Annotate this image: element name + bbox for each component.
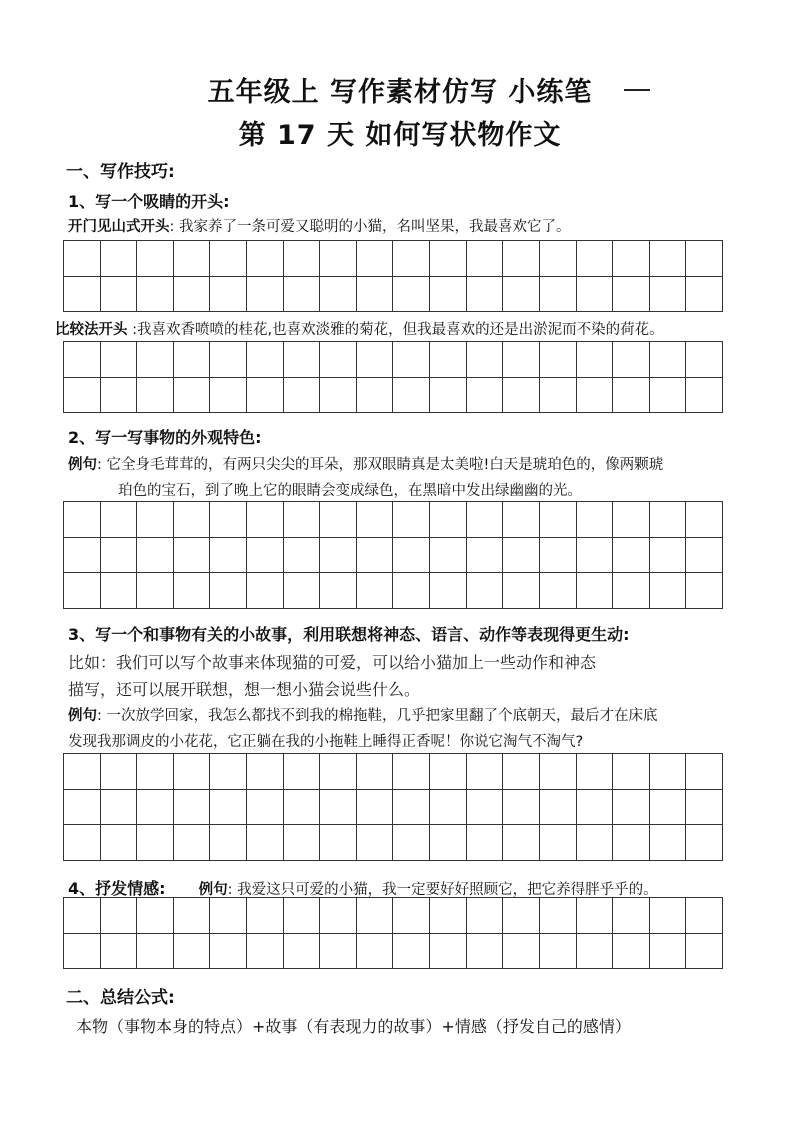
- grid-cell[interactable]: [210, 934, 247, 970]
- grid-cell[interactable]: [137, 825, 174, 861]
- grid-cell[interactable]: [247, 754, 284, 790]
- grid-cell[interactable]: [64, 342, 101, 378]
- grid-cell[interactable]: [393, 898, 430, 934]
- grid-cell[interactable]: [64, 241, 101, 277]
- grid-cell[interactable]: [503, 573, 540, 609]
- grid-cell[interactable]: [650, 277, 687, 313]
- grid-cell[interactable]: [137, 790, 174, 826]
- grid-cell[interactable]: [613, 825, 650, 861]
- writing-grid-4[interactable]: [63, 753, 723, 861]
- grid-cell[interactable]: [174, 241, 211, 277]
- grid-cell[interactable]: [357, 934, 394, 970]
- grid-cell[interactable]: [393, 502, 430, 538]
- grid-cell[interactable]: [284, 277, 321, 313]
- grid-cell[interactable]: [540, 898, 577, 934]
- grid-cell[interactable]: [64, 825, 101, 861]
- grid-cell[interactable]: [577, 342, 614, 378]
- story-example-line2: 发现我那调皮的小花花，它正躺在我的小拖鞋上睡得正香呢！你说它淘气不淘气?: [68, 734, 584, 750]
- page-subtitle: 第 17 天 如何写状物作文: [238, 120, 562, 151]
- grid-cell[interactable]: [650, 825, 687, 861]
- example-label: 开门见山式开头: [68, 219, 170, 235]
- grid-cell[interactable]: [357, 342, 394, 378]
- grid-cell[interactable]: [613, 790, 650, 826]
- grid-cell[interactable]: [650, 573, 687, 609]
- grid-cell[interactable]: [101, 277, 138, 313]
- grid-cell[interactable]: [686, 342, 723, 378]
- grid-cell[interactable]: [284, 538, 321, 574]
- grid-cell[interactable]: [101, 573, 138, 609]
- grid-cell[interactable]: [393, 934, 430, 970]
- grid-cell[interactable]: [503, 934, 540, 970]
- grid-cell[interactable]: [686, 277, 723, 313]
- grid-cell[interactable]: [137, 277, 174, 313]
- grid-cell[interactable]: [210, 342, 247, 378]
- grid-cell[interactable]: [467, 754, 504, 790]
- grid-cell[interactable]: [357, 241, 394, 277]
- grid-cell[interactable]: [467, 790, 504, 826]
- grid-cell[interactable]: [64, 934, 101, 970]
- example-text: : 我家养了一条可爱又聪明的小猫，名叫坚果，我最喜欢它了。: [169, 219, 571, 235]
- story-example-line1: [68, 705, 658, 727]
- grid-cell[interactable]: [686, 754, 723, 790]
- grid-cell[interactable]: [393, 573, 430, 609]
- grid-cell[interactable]: [320, 342, 357, 378]
- grid-cell[interactable]: [503, 898, 540, 934]
- grid-cell[interactable]: [613, 934, 650, 970]
- example-label: 例句: [68, 457, 97, 473]
- grid-cell[interactable]: [430, 790, 467, 826]
- grid-cell[interactable]: [210, 378, 247, 414]
- grid-cell[interactable]: [430, 538, 467, 574]
- grid-cell[interactable]: [467, 573, 504, 609]
- grid-cell[interactable]: [284, 502, 321, 538]
- grid-cell[interactable]: [174, 378, 211, 414]
- grid-cell[interactable]: [101, 241, 138, 277]
- part1-heading: 1、写一个吸睛的开头:: [68, 192, 230, 211]
- grid-cell[interactable]: [101, 825, 138, 861]
- section-heading-formula: 二、总结公式:: [66, 988, 175, 1008]
- grid-cell[interactable]: [467, 538, 504, 574]
- grid-cell[interactable]: [467, 898, 504, 934]
- grid-cell[interactable]: [64, 898, 101, 934]
- grid-cell[interactable]: [613, 378, 650, 414]
- grid-cell[interactable]: [430, 342, 467, 378]
- grid-cell[interactable]: [101, 342, 138, 378]
- grid-cell[interactable]: [577, 754, 614, 790]
- grid-cell[interactable]: [357, 538, 394, 574]
- grid-cell[interactable]: [210, 538, 247, 574]
- grid-cell[interactable]: [577, 790, 614, 826]
- grid-cell[interactable]: [210, 754, 247, 790]
- grid-cell[interactable]: [540, 825, 577, 861]
- grid-cell[interactable]: [247, 790, 284, 826]
- grid-cell[interactable]: [467, 934, 504, 970]
- grid-cell[interactable]: [174, 502, 211, 538]
- grid-cell[interactable]: [320, 538, 357, 574]
- grid-cell[interactable]: [64, 790, 101, 826]
- grid-cell[interactable]: [64, 502, 101, 538]
- grid-cell[interactable]: [577, 898, 614, 934]
- grid-cell[interactable]: [284, 934, 321, 970]
- writing-grid-1[interactable]: [63, 240, 723, 312]
- grid-cell[interactable]: [64, 573, 101, 609]
- grid-cell[interactable]: [467, 378, 504, 414]
- grid-cell[interactable]: [686, 898, 723, 934]
- grid-cell[interactable]: [577, 502, 614, 538]
- grid-cell[interactable]: [357, 502, 394, 538]
- grid-cell[interactable]: [686, 378, 723, 414]
- grid-cell[interactable]: [393, 378, 430, 414]
- grid-cell[interactable]: [320, 825, 357, 861]
- grid-cell[interactable]: [393, 825, 430, 861]
- grid-cell[interactable]: [393, 538, 430, 574]
- grid-cell[interactable]: [101, 538, 138, 574]
- grid-cell[interactable]: [430, 573, 467, 609]
- grid-cell[interactable]: [284, 378, 321, 414]
- grid-cell[interactable]: [137, 241, 174, 277]
- writing-grid-5[interactable]: [63, 897, 723, 969]
- grid-cell[interactable]: [247, 573, 284, 609]
- grid-cell[interactable]: [174, 898, 211, 934]
- grid-cell[interactable]: [284, 898, 321, 934]
- grid-cell[interactable]: [64, 277, 101, 313]
- appearance-example-line2: 珀色的宝石，到了晚上它的眼睛会变成绿色，在黑暗中发出绿幽幽的光。: [118, 483, 582, 499]
- grid-cell[interactable]: [101, 934, 138, 970]
- grid-cell[interactable]: [613, 241, 650, 277]
- story-hint-line2: 描写，还可以展开联想，想一想小猫会说些什么。: [68, 680, 421, 699]
- grid-cell[interactable]: [210, 241, 247, 277]
- grid-cell[interactable]: [467, 277, 504, 313]
- grid-cell[interactable]: [284, 342, 321, 378]
- grid-cell[interactable]: [320, 378, 357, 414]
- grid-cell[interactable]: [284, 754, 321, 790]
- page-title: 五年级上 写作素材仿写 小练笔: [207, 77, 593, 108]
- grid-cell[interactable]: [467, 342, 504, 378]
- grid-cell[interactable]: [357, 754, 394, 790]
- grid-cell[interactable]: [430, 934, 467, 970]
- example-label: 例句: [68, 708, 97, 724]
- grid-cell[interactable]: [467, 502, 504, 538]
- grid-cell[interactable]: [64, 378, 101, 414]
- grid-cell[interactable]: [577, 934, 614, 970]
- grid-cell[interactable]: [686, 241, 723, 277]
- grid-cell[interactable]: [503, 538, 540, 574]
- example-text: : 一次放学回家，我怎么都找不到我的棉拖鞋，几乎把家里翻了个底朝天，最后才在床底: [97, 708, 658, 724]
- grid-cell[interactable]: [101, 790, 138, 826]
- grid-cell[interactable]: [613, 573, 650, 609]
- grid-cell[interactable]: [247, 934, 284, 970]
- grid-cell[interactable]: [650, 342, 687, 378]
- grid-cell[interactable]: [357, 378, 394, 414]
- grid-cell[interactable]: [357, 898, 394, 934]
- grid-cell[interactable]: [430, 378, 467, 414]
- writing-grid-3[interactable]: [63, 501, 723, 609]
- grid-cell[interactable]: [650, 502, 687, 538]
- grid-cell[interactable]: [650, 538, 687, 574]
- part4-heading: 4、抒发情感:: [68, 879, 166, 898]
- grid-cell[interactable]: [503, 754, 540, 790]
- grid-cell[interactable]: [64, 538, 101, 574]
- grid-cell[interactable]: [174, 754, 211, 790]
- grid-cell[interactable]: [247, 241, 284, 277]
- grid-cell[interactable]: [137, 934, 174, 970]
- part2-heading: 2、写一写事物的外观特色:: [68, 428, 262, 447]
- grid-cell[interactable]: [247, 378, 284, 414]
- grid-cell[interactable]: [210, 502, 247, 538]
- grid-cell[interactable]: [503, 502, 540, 538]
- grid-cell[interactable]: [686, 790, 723, 826]
- grid-cell[interactable]: [577, 378, 614, 414]
- grid-cell[interactable]: [686, 573, 723, 609]
- grid-cell[interactable]: [393, 342, 430, 378]
- grid-cell[interactable]: [357, 277, 394, 313]
- grid-cell[interactable]: [284, 790, 321, 826]
- grid-cell[interactable]: [540, 502, 577, 538]
- grid-cell[interactable]: [650, 378, 687, 414]
- grid-cell[interactable]: [686, 502, 723, 538]
- grid-cell[interactable]: [503, 342, 540, 378]
- grid-cell[interactable]: [357, 825, 394, 861]
- grid-cell[interactable]: [503, 790, 540, 826]
- example-text: : 它全身毛茸茸的，有两只尖尖的耳朵，那双眼睛真是太美啦!白天是琥珀色的，像两颗琥: [97, 457, 664, 473]
- grid-cell[interactable]: [137, 898, 174, 934]
- grid-cell[interactable]: [320, 241, 357, 277]
- grid-cell[interactable]: [174, 790, 211, 826]
- grid-cell[interactable]: [540, 573, 577, 609]
- grid-cell[interactable]: [284, 573, 321, 609]
- grid-cell[interactable]: [320, 277, 357, 313]
- grid-cell[interactable]: [393, 277, 430, 313]
- summary-formula: 本物（事物本身的特点）+故事（有表现力的故事）+情感（抒发自己的感情）: [76, 1017, 631, 1036]
- grid-cell[interactable]: [393, 241, 430, 277]
- grid-cell[interactable]: [577, 277, 614, 313]
- grid-cell[interactable]: [247, 502, 284, 538]
- grid-cell[interactable]: [430, 754, 467, 790]
- grid-cell[interactable]: [503, 277, 540, 313]
- grid-cell[interactable]: [247, 825, 284, 861]
- grid-cell[interactable]: [174, 573, 211, 609]
- grid-cell[interactable]: [650, 241, 687, 277]
- grid-cell[interactable]: [320, 934, 357, 970]
- grid-cell[interactable]: [137, 754, 174, 790]
- example-text: : 我爱这只可爱的小猫，我一定要好好照顾它，把它养得胖乎乎的。: [227, 882, 658, 898]
- grid-cell[interactable]: [613, 898, 650, 934]
- grid-cell[interactable]: [210, 277, 247, 313]
- grid-cell[interactable]: [430, 502, 467, 538]
- grid-cell[interactable]: [210, 573, 247, 609]
- grid-cell[interactable]: [430, 898, 467, 934]
- grid-cell[interactable]: [540, 378, 577, 414]
- grid-cell[interactable]: [540, 934, 577, 970]
- grid-cell[interactable]: [101, 754, 138, 790]
- example-label: 比较法开头: [55, 322, 128, 338]
- grid-cell[interactable]: [686, 538, 723, 574]
- title-dash: [624, 89, 650, 91]
- grid-cell[interactable]: [650, 898, 687, 934]
- grid-cell[interactable]: [540, 790, 577, 826]
- grid-cell[interactable]: [613, 538, 650, 574]
- grid-cell[interactable]: [577, 241, 614, 277]
- grid-cell[interactable]: [101, 502, 138, 538]
- grid-cell[interactable]: [467, 241, 504, 277]
- grid-cell[interactable]: [247, 898, 284, 934]
- grid-cell[interactable]: [577, 825, 614, 861]
- grid-cell[interactable]: [174, 277, 211, 313]
- example-text: :我喜欢香喷喷的桂花,也喜欢淡雅的菊花，但我最喜欢的还是出淤泥而不染的荷花。: [127, 322, 664, 338]
- grid-cell[interactable]: [357, 790, 394, 826]
- grid-cell[interactable]: [320, 754, 357, 790]
- grid-cell[interactable]: [101, 898, 138, 934]
- grid-cell[interactable]: [430, 825, 467, 861]
- grid-cell[interactable]: [613, 277, 650, 313]
- grid-cell[interactable]: [284, 825, 321, 861]
- grid-cell[interactable]: [320, 502, 357, 538]
- grid-cell[interactable]: [174, 825, 211, 861]
- grid-cell[interactable]: [686, 825, 723, 861]
- grid-cell[interactable]: [430, 241, 467, 277]
- grid-cell[interactable]: [503, 825, 540, 861]
- grid-cell[interactable]: [503, 241, 540, 277]
- grid-cell[interactable]: [174, 934, 211, 970]
- grid-cell[interactable]: [284, 241, 321, 277]
- emotion-example: [199, 882, 658, 898]
- example-comparison-opening: [55, 319, 664, 341]
- grid-cell[interactable]: [686, 934, 723, 970]
- grid-cell[interactable]: [174, 342, 211, 378]
- grid-cell[interactable]: [137, 342, 174, 378]
- grid-cell[interactable]: [430, 277, 467, 313]
- grid-cell[interactable]: [101, 378, 138, 414]
- grid-cell[interactable]: [210, 898, 247, 934]
- grid-cell[interactable]: [210, 825, 247, 861]
- example-label: 例句: [198, 882, 228, 898]
- grid-cell[interactable]: [137, 538, 174, 574]
- grid-cell[interactable]: [174, 538, 211, 574]
- grid-cell[interactable]: [650, 790, 687, 826]
- grid-cell[interactable]: [357, 573, 394, 609]
- grid-cell[interactable]: [577, 538, 614, 574]
- grid-cell[interactable]: [577, 573, 614, 609]
- grid-cell[interactable]: [64, 754, 101, 790]
- grid-cell[interactable]: [320, 790, 357, 826]
- grid-cell[interactable]: [137, 573, 174, 609]
- grid-cell[interactable]: [137, 378, 174, 414]
- grid-cell[interactable]: [247, 538, 284, 574]
- story-hint-line1: 比如：我们可以写个故事来体现猫的可爱，可以给小猫加上一些动作和神态: [68, 653, 597, 672]
- grid-cell[interactable]: [320, 898, 357, 934]
- grid-cell[interactable]: [210, 790, 247, 826]
- grid-cell[interactable]: [393, 754, 430, 790]
- grid-cell[interactable]: [247, 277, 284, 313]
- grid-cell[interactable]: [540, 241, 577, 277]
- grid-cell[interactable]: [540, 277, 577, 313]
- grid-cell[interactable]: [650, 934, 687, 970]
- grid-cell[interactable]: [540, 538, 577, 574]
- grid-cell[interactable]: [613, 502, 650, 538]
- grid-cell[interactable]: [613, 342, 650, 378]
- writing-grid-2[interactable]: [63, 341, 723, 413]
- grid-cell[interactable]: [467, 825, 504, 861]
- grid-cell[interactable]: [320, 573, 357, 609]
- grid-cell[interactable]: [540, 754, 577, 790]
- grid-cell[interactable]: [503, 378, 540, 414]
- appearance-example-line1: [68, 454, 663, 476]
- grid-cell[interactable]: [650, 754, 687, 790]
- grid-cell[interactable]: [613, 754, 650, 790]
- grid-cell[interactable]: [540, 342, 577, 378]
- grid-cell[interactable]: [247, 342, 284, 378]
- grid-cell[interactable]: [137, 502, 174, 538]
- part3-heading: 3、写一个和事物有关的小故事，利用联想将神态、语言、动作等表现得更生动:: [68, 625, 630, 644]
- section-heading-techniques: 一、写作技巧:: [66, 162, 175, 182]
- grid-cell[interactable]: [393, 790, 430, 826]
- example-direct-opening: [68, 216, 571, 238]
